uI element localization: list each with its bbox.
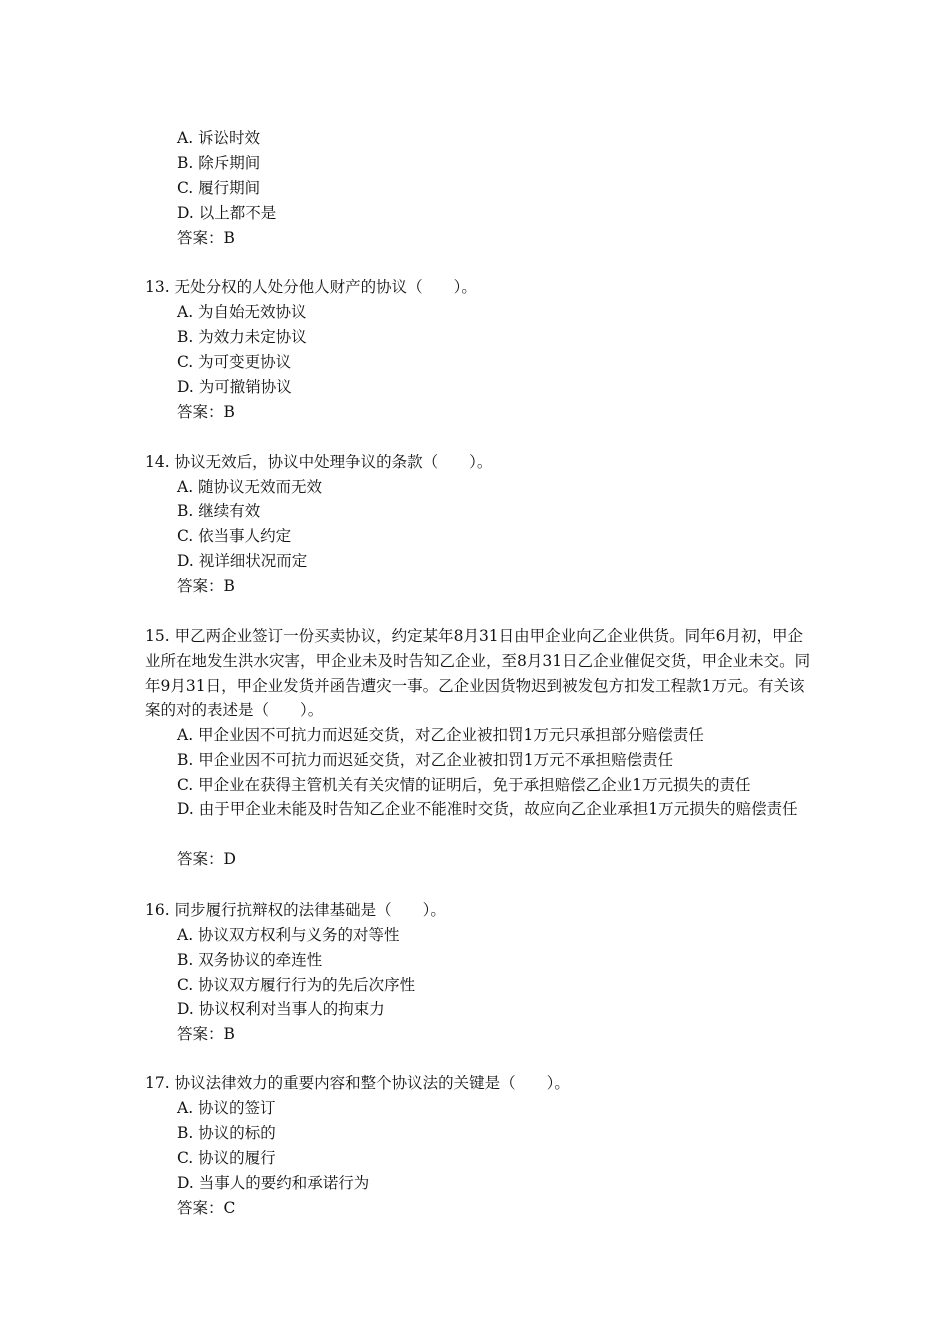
q13-answer: 答案：B [177, 403, 235, 421]
q12-option-c: C. 履行期间 [177, 179, 261, 197]
q16-option-d: D. 协议权利对当事人的拘束力 [177, 1000, 385, 1018]
q13-option-d: D. 为可撤销协议 [177, 378, 292, 396]
q17-answer: 答案：C [177, 1199, 236, 1217]
q15-option-b: B. 甲企业因不可抗力而迟延交货，对乙企业被扣罚1万元不承担赔偿责任 [177, 751, 674, 769]
q16-option-b: B. 双务协议的牵连性 [177, 951, 323, 969]
q14-option-b: B. 继续有效 [177, 502, 261, 520]
q13-option-c: C. 为可变更协议 [177, 353, 292, 371]
q17-option-d: D. 当事人的要约和承诺行为 [177, 1174, 370, 1192]
q16-option-c: C. 协议双方履行行为的先后次序性 [177, 976, 416, 994]
q14-stem: 14. 协议无效后，协议中处理争议的条款（ ）。 [145, 453, 493, 471]
q15-option-c: C. 甲企业在获得主管机关有关灾情的证明后，免于承担赔偿乙企业1万元损失的责任 [177, 776, 751, 794]
q15-option-a: A. 甲企业因不可抗力而迟延交货，对乙企业被扣罚1万元只承担部分赔偿责任 [177, 726, 704, 744]
q14-option-d: D. 视详细状况而定 [177, 552, 308, 570]
q13-option-a: A. 为自始无效协议 [177, 303, 307, 321]
q15-stem: 15. 甲乙两企业签订一份买卖协议，约定某年8月31日由甲企业向乙企业供货。同年6月初，甲企业所在地发生洪水灾害，甲企业未及时告知乙企业，至8月31日乙企业催促交货，甲企业未交。同年9月31日，甲企业发货并函告遭灾一事。乙企业因货物迟到被发包方扣发工程款1万元。有关该案的对的表述是（ ）。 [145, 627, 811, 720]
q16-stem: 16. 同步履行抗辩权的法律基础是（ ）。 [145, 901, 446, 919]
q14-option-a: A. 随协议无效而无效 [177, 478, 323, 496]
q13-stem: 13. 无处分权的人处分他人财产的协议（ ）。 [145, 278, 477, 296]
q17-stem: 17. 协议法律效力的重要内容和整个协议法的关键是（ ）。 [145, 1074, 570, 1092]
q14-answer: 答案：B [177, 577, 235, 595]
q16-option-a: A. 协议双方权利与义务的对等性 [177, 926, 400, 944]
q15-option-d: D. 由于甲企业未能及时告知乙企业不能准时交货，故应向乙企业承担1万元损失的赔偿责任 [177, 800, 798, 818]
q17-option-c: C. 协议的履行 [177, 1149, 276, 1167]
q13-option-b: B. 为效力未定协议 [177, 328, 307, 346]
q16-answer: 答案：B [177, 1025, 235, 1043]
q12-option-d: D. 以上都不是 [177, 204, 277, 222]
q17-option-a: A. 协议的签订 [177, 1099, 276, 1117]
q17-option-b: B. 协议的标的 [177, 1124, 276, 1142]
q12-option-a: A. 诉讼时效 [177, 129, 261, 147]
q15-answer: 答案：D [177, 850, 236, 868]
q12-option-b: B. 除斥期间 [177, 154, 261, 172]
q14-option-c: C. 依当事人约定 [177, 527, 292, 545]
q12-answer: 答案：B [177, 229, 235, 247]
